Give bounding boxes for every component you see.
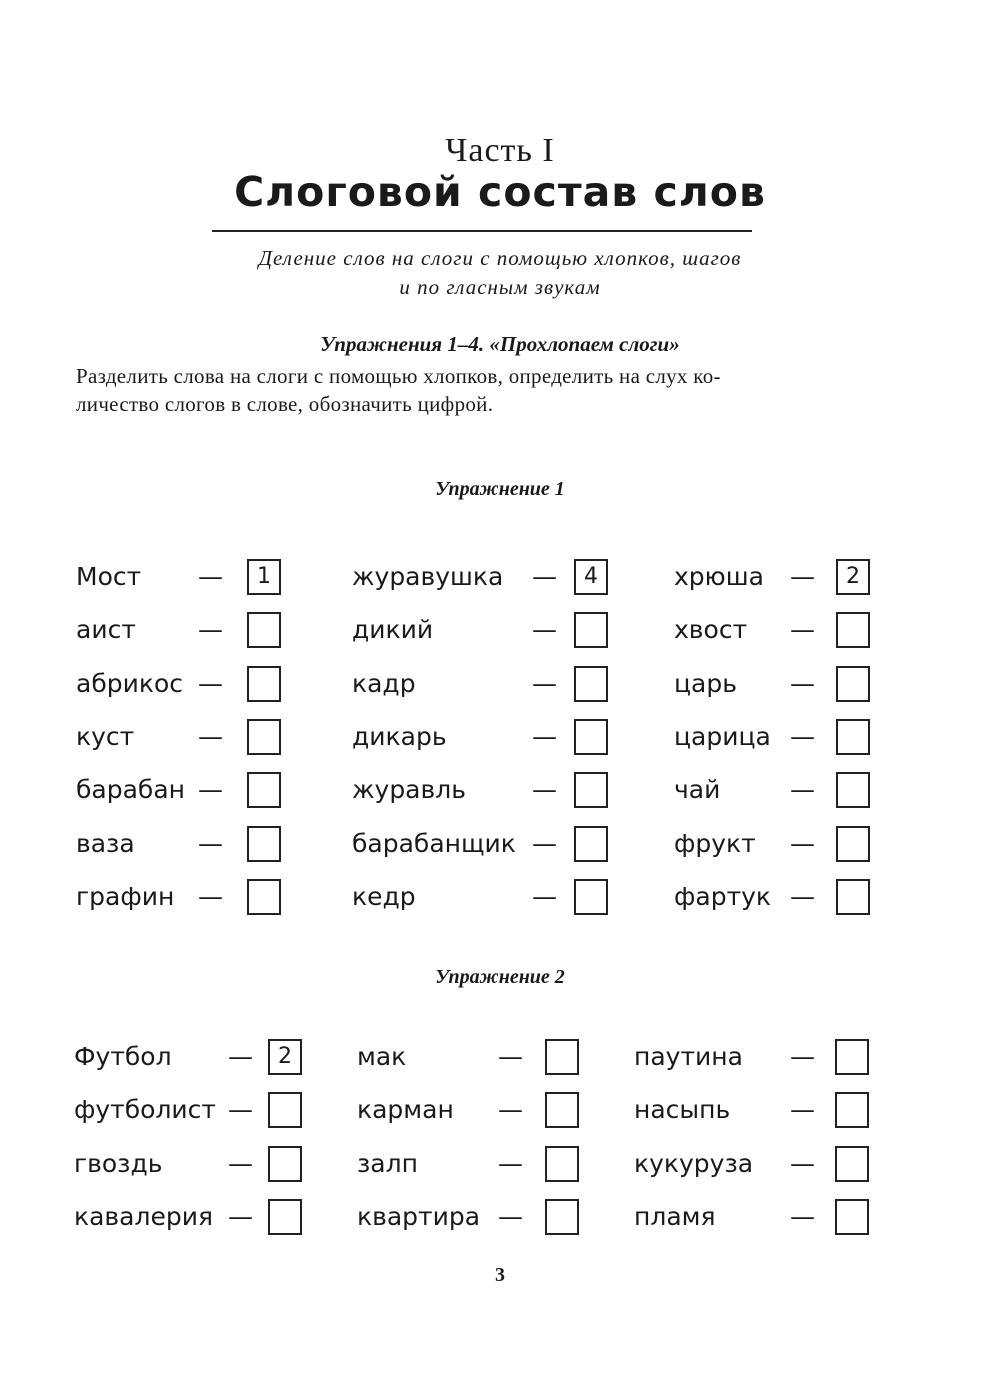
word-label: ваза (76, 828, 135, 858)
dash-separator: — (228, 1095, 253, 1125)
part-label: Часть I (445, 132, 555, 169)
word-label: гвоздь (74, 1148, 163, 1178)
syllable-count-box[interactable] (247, 666, 281, 702)
word-label: залп (357, 1148, 418, 1178)
dash-separator: — (790, 1148, 815, 1178)
dash-separator: — (228, 1201, 253, 1231)
page-title: Слоговой состав слов (234, 168, 766, 216)
word-label: аист (76, 615, 136, 645)
word-label: дикий (352, 615, 434, 645)
dash-separator: — (790, 668, 815, 698)
subtitle-line-2: и по гласным звукам (399, 275, 601, 299)
dash-separator: — (532, 562, 557, 591)
dash-separator: — (790, 721, 815, 751)
word-label: кукуруза (634, 1148, 754, 1178)
syllable-count-box[interactable] (836, 772, 870, 808)
dash-separator: — (228, 1148, 253, 1178)
syllable-count-box[interactable] (835, 1039, 869, 1075)
word-label: кадр (352, 668, 416, 698)
word-label: фартук (674, 881, 772, 911)
dash-separator: — (790, 775, 815, 805)
dash-separator: — (498, 1042, 523, 1071)
dash-separator: — (790, 1042, 815, 1071)
dash-separator: — (532, 721, 557, 751)
dash-separator: — (498, 1148, 523, 1178)
syllable-count-box[interactable] (574, 826, 608, 862)
syllable-count-box[interactable] (835, 1146, 869, 1182)
dash-separator: — (198, 668, 223, 698)
syllable-count-box[interactable]: 4 (574, 559, 608, 595)
dash-separator: — (790, 881, 815, 911)
word-label: пламя (634, 1201, 716, 1231)
dash-separator: — (198, 562, 223, 591)
word-label: барабанщик (352, 828, 516, 858)
syllable-count-box[interactable] (835, 1199, 869, 1235)
word-label: кавалерия (74, 1201, 213, 1231)
syllable-count-box[interactable] (545, 1146, 579, 1182)
syllable-count-box[interactable] (247, 719, 281, 755)
dash-separator: — (790, 828, 815, 858)
dash-separator: — (532, 881, 557, 911)
word-label: царица (674, 721, 771, 751)
dash-separator: — (790, 562, 815, 591)
word-label: Футбол (74, 1042, 172, 1071)
syllable-count-box[interactable] (836, 612, 870, 648)
dash-separator: — (532, 828, 557, 858)
instruction-line-1: Разделить слова на слоги с помощью хлопков, определить на слух ко- (76, 364, 721, 388)
syllable-count-box[interactable]: 2 (836, 559, 870, 595)
word-label: кедр (352, 881, 416, 911)
word-label: хрюша (674, 562, 764, 591)
word-label: барабан (76, 775, 186, 805)
syllable-count-box[interactable] (836, 879, 870, 915)
dash-separator: — (790, 1095, 815, 1125)
syllable-count-box[interactable] (268, 1146, 302, 1182)
syllable-count-box[interactable] (836, 666, 870, 702)
dash-separator: — (228, 1042, 253, 1071)
title-underline (212, 230, 752, 232)
word-label: журавль (352, 775, 466, 805)
exercise-1-heading: Упражнение 1 (435, 478, 565, 500)
subtitle-line-1: Деление слов на слоги с помощью хлопков, шагов (258, 246, 742, 270)
syllable-count-box[interactable] (574, 612, 608, 648)
word-label: графин (76, 881, 175, 911)
word-label: чай (674, 775, 721, 805)
dash-separator: — (532, 775, 557, 805)
exercise-2-heading: Упражнение 2 (435, 966, 565, 988)
syllable-count-box[interactable]: 2 (268, 1039, 302, 1075)
syllable-count-box[interactable] (545, 1092, 579, 1128)
syllable-count-box[interactable] (545, 1199, 579, 1235)
word-label: мак (357, 1042, 407, 1071)
word-label: квартира (357, 1201, 481, 1231)
syllable-count-box[interactable] (247, 612, 281, 648)
word-label: карман (357, 1095, 454, 1125)
word-label: насыпь (634, 1095, 731, 1125)
word-label: хвост (674, 615, 748, 645)
syllable-count-box[interactable] (268, 1092, 302, 1128)
syllable-count-box[interactable] (836, 826, 870, 862)
dash-separator: — (790, 1201, 815, 1231)
exercise-heading: Упражнения 1–4. «Прохлопаем слоги» (320, 332, 680, 356)
word-label: Мост (76, 562, 142, 591)
syllable-count-box[interactable] (247, 879, 281, 915)
syllable-count-box[interactable] (247, 772, 281, 808)
word-label: журавушка (352, 562, 504, 591)
dash-separator: — (198, 615, 223, 645)
word-label: абрикос (76, 668, 183, 698)
dash-separator: — (532, 615, 557, 645)
dash-separator: — (198, 828, 223, 858)
syllable-count-box[interactable]: 1 (247, 559, 281, 595)
word-label: футболист (74, 1095, 216, 1125)
syllable-count-box[interactable] (835, 1092, 869, 1128)
dash-separator: — (790, 615, 815, 645)
syllable-count-box[interactable] (574, 879, 608, 915)
syllable-count-box[interactable] (574, 719, 608, 755)
syllable-count-box[interactable] (545, 1039, 579, 1075)
dash-separator: — (198, 881, 223, 911)
dash-separator: — (198, 775, 223, 805)
dash-separator: — (498, 1095, 523, 1125)
syllable-count-box[interactable] (836, 719, 870, 755)
instruction-line-2: личество слогов в слове, обозначить цифрой. (76, 392, 494, 416)
syllable-count-box[interactable] (268, 1199, 302, 1235)
word-label: куст (76, 721, 135, 751)
word-label: дикарь (352, 721, 447, 751)
syllable-count-box[interactable] (574, 666, 608, 702)
word-label: паутина (634, 1042, 743, 1071)
dash-separator: — (498, 1201, 523, 1231)
dash-separator: — (198, 721, 223, 751)
syllable-count-box[interactable] (574, 772, 608, 808)
word-label: царь (674, 668, 737, 698)
page-number: 3 (495, 1264, 505, 1286)
word-label: фрукт (674, 828, 756, 858)
dash-separator: — (532, 668, 557, 698)
syllable-count-box[interactable] (247, 826, 281, 862)
